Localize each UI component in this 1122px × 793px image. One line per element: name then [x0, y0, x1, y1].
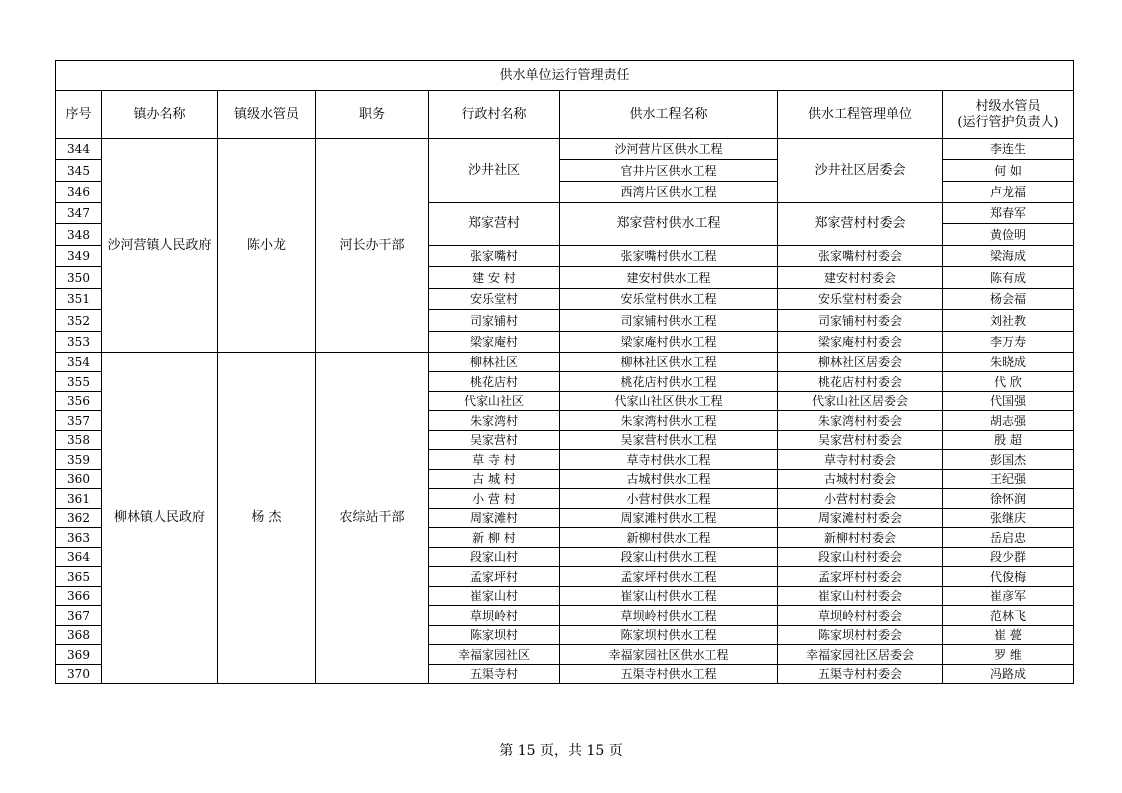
position-cell: 河长办干部: [316, 139, 429, 353]
management-unit-cell: 草寺村村委会: [778, 450, 943, 470]
village-name-cell: 安乐堂村: [429, 289, 560, 310]
village-water-officer-cell: 梁海成: [943, 246, 1074, 267]
project-name-cell: 草坝岭村供水工程: [560, 606, 778, 626]
serial-no-cell: 360: [56, 470, 102, 489]
header-town-name: 镇办名称: [102, 91, 218, 139]
project-name-cell: 桃花店村供水工程: [560, 372, 778, 392]
village-name-cell: 沙井社区: [429, 139, 560, 203]
water-supply-responsibility-table: [55, 60, 1074, 684]
village-water-officer-cell: 代俊梅: [943, 567, 1074, 587]
village-name-cell: 柳林社区: [429, 353, 560, 372]
management-unit-cell: 草坝岭村村委会: [778, 606, 943, 626]
village-name-cell: 吴家营村: [429, 431, 560, 450]
village-name-cell: 草坝岭村: [429, 606, 560, 626]
serial-no-cell: 365: [56, 567, 102, 587]
village-water-officer-cell: 王纪强: [943, 470, 1074, 489]
serial-no-cell: 348: [56, 224, 102, 246]
project-name-cell: 司家铺村供水工程: [560, 310, 778, 332]
village-water-officer-cell: 卢龙福: [943, 182, 1074, 203]
serial-no-cell: 344: [56, 139, 102, 160]
management-unit-cell: 五渠寺村村委会: [778, 665, 943, 684]
village-water-officer-cell: 代 欣: [943, 372, 1074, 392]
village-name-cell: 孟家坪村: [429, 567, 560, 587]
village-water-officer-cell: 代国强: [943, 392, 1074, 411]
management-unit-cell: 建安村村委会: [778, 267, 943, 289]
village-name-cell: 郑家营村: [429, 203, 560, 246]
serial-no-cell: 368: [56, 626, 102, 645]
village-name-cell: 段家山村: [429, 548, 560, 567]
village-name-cell: 司家铺村: [429, 310, 560, 332]
village-name-cell: 陈家坝村: [429, 626, 560, 645]
village-water-officer-cell: 冯路成: [943, 665, 1074, 684]
village-water-officer-cell: 殷 超: [943, 431, 1074, 450]
serial-no-cell: 355: [56, 372, 102, 392]
project-name-cell: 朱家湾村供水工程: [560, 411, 778, 431]
village-name-cell: 草 寺 村: [429, 450, 560, 470]
project-name-cell: 柳林社区供水工程: [560, 353, 778, 372]
village-name-cell: 五渠寺村: [429, 665, 560, 684]
village-water-officer-cell: 陈有成: [943, 267, 1074, 289]
village-water-officer-cell: 郑春军: [943, 203, 1074, 224]
table-row: [56, 353, 1074, 372]
village-water-officer-cell: 罗 维: [943, 645, 1074, 665]
project-name-cell: 张家嘴村供水工程: [560, 246, 778, 267]
header-village-name: 行政村名称: [429, 91, 560, 139]
serial-no-cell: 358: [56, 431, 102, 450]
village-water-officer-cell: 崔彦军: [943, 587, 1074, 606]
village-name-cell: 桃花店村: [429, 372, 560, 392]
serial-no-cell: 366: [56, 587, 102, 606]
management-unit-cell: 司家铺村村委会: [778, 310, 943, 332]
management-unit-cell: 沙井社区居委会: [778, 139, 943, 203]
village-water-officer-cell: 李万寿: [943, 332, 1074, 353]
village-name-cell: 新 柳 村: [429, 528, 560, 548]
village-name-cell: 张家嘴村: [429, 246, 560, 267]
management-unit-cell: 段家山村村委会: [778, 548, 943, 567]
header-village-water-officer-line2: (运行管护负责人): [957, 114, 1059, 130]
project-name-cell: 小营村供水工程: [560, 489, 778, 509]
management-unit-cell: 桃花店村村委会: [778, 372, 943, 392]
village-water-officer-cell: 朱晓成: [943, 353, 1074, 372]
serial-no-cell: 369: [56, 645, 102, 665]
serial-no-cell: 367: [56, 606, 102, 626]
project-name-cell: 西湾片区供水工程: [560, 182, 778, 203]
town-water-officer-cell: 陈小龙: [218, 139, 316, 353]
table-title: 供水单位运行管理责任: [56, 61, 1074, 91]
management-unit-cell: 陈家坝村村委会: [778, 626, 943, 645]
management-unit-cell: 孟家坪村村委会: [778, 567, 943, 587]
header-village-water-officer-line1: 村级水管员: [975, 98, 1041, 114]
management-unit-cell: 张家嘴村村委会: [778, 246, 943, 267]
management-unit-cell: 崔家山村村委会: [778, 587, 943, 606]
town-water-officer-cell: 杨 杰: [218, 353, 316, 684]
management-unit-cell: 朱家湾村村委会: [778, 411, 943, 431]
serial-no-cell: 362: [56, 509, 102, 528]
project-name-cell: 陈家坝村供水工程: [560, 626, 778, 645]
village-water-officer-cell: 李连生: [943, 139, 1074, 160]
serial-no-cell: 363: [56, 528, 102, 548]
village-name-cell: 代家山社区: [429, 392, 560, 411]
project-name-cell: 沙河营片区供水工程: [560, 139, 778, 160]
project-name-cell: 吴家营村供水工程: [560, 431, 778, 450]
management-unit-cell: 吴家营村村委会: [778, 431, 943, 450]
village-water-officer-cell: 黄俭明: [943, 224, 1074, 246]
header-position: 职务: [316, 91, 429, 139]
project-name-cell: 崔家山村供水工程: [560, 587, 778, 606]
village-name-cell: 朱家湾村: [429, 411, 560, 431]
village-water-officer-cell: 杨会福: [943, 289, 1074, 310]
village-name-cell: 古 城 村: [429, 470, 560, 489]
village-name-cell: 小 营 村: [429, 489, 560, 509]
serial-no-cell: 347: [56, 203, 102, 224]
project-name-cell: 梁家庵村供水工程: [560, 332, 778, 353]
village-name-cell: 梁家庵村: [429, 332, 560, 353]
project-name-cell: 孟家坪村供水工程: [560, 567, 778, 587]
header-town-water-officer: 镇级水管员: [218, 91, 316, 139]
project-name-cell: 段家山村供水工程: [560, 548, 778, 567]
village-water-officer-cell: 彭国杰: [943, 450, 1074, 470]
serial-no-cell: 359: [56, 450, 102, 470]
serial-no-cell: 350: [56, 267, 102, 289]
village-name-cell: 幸福家园社区: [429, 645, 560, 665]
village-water-officer-cell: 徐怀润: [943, 489, 1074, 509]
management-unit-cell: 郑家营村村委会: [778, 203, 943, 246]
serial-no-cell: 354: [56, 353, 102, 372]
header-village-water-officer: [943, 91, 1074, 139]
serial-no-cell: 364: [56, 548, 102, 567]
project-name-cell: 郑家营村供水工程: [560, 203, 778, 246]
management-unit-cell: 新柳村村委会: [778, 528, 943, 548]
serial-no-cell: 352: [56, 310, 102, 332]
header-serial-no: 序号: [56, 91, 102, 139]
village-water-officer-cell: 岳启忠: [943, 528, 1074, 548]
position-cell: 农综站干部: [316, 353, 429, 684]
project-name-cell: 草寺村供水工程: [560, 450, 778, 470]
serial-no-cell: 370: [56, 665, 102, 684]
project-name-cell: 新柳村供水工程: [560, 528, 778, 548]
village-name-cell: 周家滩村: [429, 509, 560, 528]
project-name-cell: 幸福家园社区供水工程: [560, 645, 778, 665]
management-unit-cell: 代家山社区居委会: [778, 392, 943, 411]
header-row: [56, 91, 1074, 139]
serial-no-cell: 357: [56, 411, 102, 431]
serial-no-cell: 353: [56, 332, 102, 353]
village-water-officer-cell: 胡志强: [943, 411, 1074, 431]
serial-no-cell: 361: [56, 489, 102, 509]
header-management-unit: 供水工程管理单位: [778, 91, 943, 139]
village-water-officer-cell: 刘社教: [943, 310, 1074, 332]
town-name-cell: 沙河营镇人民政府: [102, 139, 218, 353]
village-water-officer-cell: 段少群: [943, 548, 1074, 567]
village-water-officer-cell: 张继庆: [943, 509, 1074, 528]
management-unit-cell: 周家滩村村委会: [778, 509, 943, 528]
village-water-officer-cell: 何 如: [943, 160, 1074, 182]
village-name-cell: 崔家山村: [429, 587, 560, 606]
management-unit-cell: 安乐堂村村委会: [778, 289, 943, 310]
project-name-cell: 官井片区供水工程: [560, 160, 778, 182]
management-unit-cell: 小营村村委会: [778, 489, 943, 509]
serial-no-cell: 351: [56, 289, 102, 310]
serial-no-cell: 345: [56, 160, 102, 182]
village-water-officer-cell: 崔 甍: [943, 626, 1074, 645]
serial-no-cell: 349: [56, 246, 102, 267]
serial-no-cell: 346: [56, 182, 102, 203]
project-name-cell: 安乐堂村供水工程: [560, 289, 778, 310]
village-name-cell: 建 安 村: [429, 267, 560, 289]
project-name-cell: 古城村供水工程: [560, 470, 778, 489]
serial-no-cell: 356: [56, 392, 102, 411]
town-name-cell: 柳林镇人民政府: [102, 353, 218, 684]
page-footer: 第 15 页，共 15 页: [499, 743, 623, 759]
management-unit-cell: 幸福家园社区居委会: [778, 645, 943, 665]
village-water-officer-cell: 范林飞: [943, 606, 1074, 626]
management-unit-cell: 柳林社区居委会: [778, 353, 943, 372]
project-name-cell: 代家山社区供水工程: [560, 392, 778, 411]
management-unit-cell: 梁家庵村村委会: [778, 332, 943, 353]
project-name-cell: 五渠寺村供水工程: [560, 665, 778, 684]
project-name-cell: 建安村供水工程: [560, 267, 778, 289]
management-unit-cell: 古城村村委会: [778, 470, 943, 489]
header-project-name: 供水工程名称: [560, 91, 778, 139]
table-row: [56, 139, 1074, 160]
project-name-cell: 周家滩村供水工程: [560, 509, 778, 528]
